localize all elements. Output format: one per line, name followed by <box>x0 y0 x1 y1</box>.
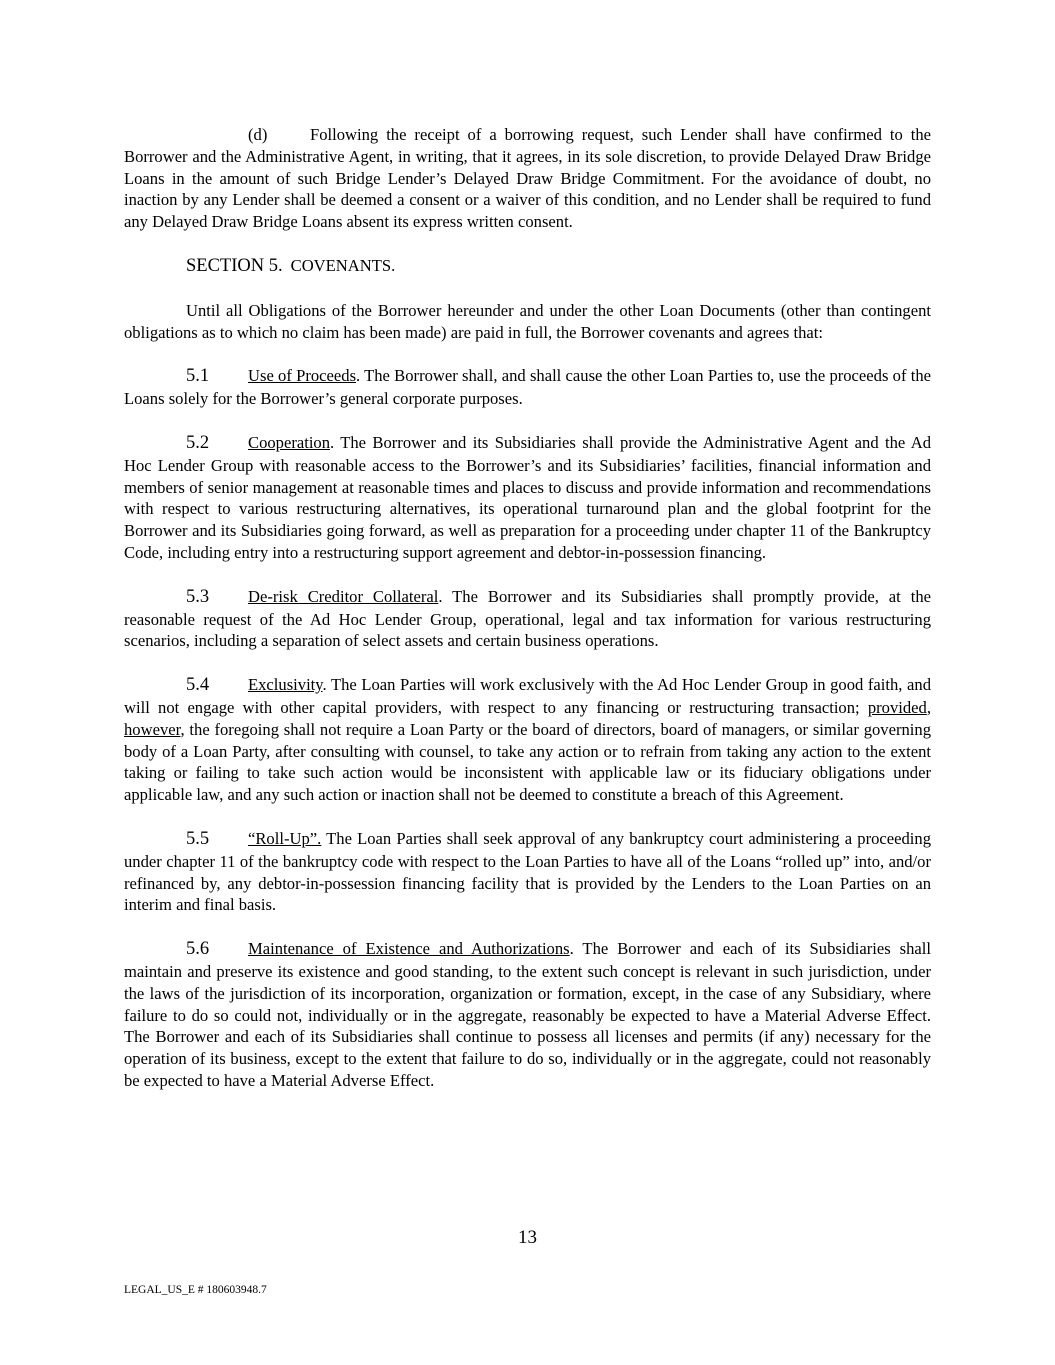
covenant-text-after: , the foregoing shall not require a Loan Party or the board of directors, board of managers, or similar governing body of a Loan Party, after consulting with counsel, to take any action or to refrain from taking any action to the extent taking or failing to take such action would be inconsistent with applicable law or its fiduciary obligations under applicable law, and any such action or inaction shall not be deemed to constitute a breach of this Agreement. <box>124 719 931 805</box>
comma: , <box>926 697 931 717</box>
covenant-5-3 <box>124 586 931 652</box>
covenant-heading: Use of Proceeds <box>248 366 357 386</box>
covenant-text: . The Borrower and each of its Subsidiaries shall maintain and preserve its existence and good standing, to the extent such concept is relevant in such jurisdiction, under the laws of the jurisdiction of its incorporation, organization or formation, except, in the case of any Subsidiary, where failure to do so could not, individually or in the aggregate, reasonably be expected to have a Material Adverse Effect. The Borrower and each of its Subsidiaries shall continue to possess all licenses and permits (if any) necessary for the operation of its business, except to the extent that failure to do so, individually or in the aggregate, could not reasonably be expected to have a Material Adverse Effect. <box>124 939 931 1090</box>
covenant-heading: De-risk Creditor Collateral <box>248 586 439 606</box>
intro-paragraph: Until all Obligations of the Borrower hereunder and under the other Loan Documents (other than contingent obligations as to which no claim has been made) are paid in full, the Borrower covenants and agrees that: <box>124 300 931 342</box>
covenant-number: 5.2 <box>186 432 210 453</box>
paragraph-d-text: Following the receipt of a borrowing request, such Lender shall have confirmed to the Borrower and the Administrative Agent, in writing, that it agrees, in its sole discretion, to provide Delayed Draw Bridge Loans in the amount of such Bridge Lender’s Delayed Draw Bridge Commitment. For the avoidance of doubt, no inaction by any Lender shall be deemed a consent or a waiver of this condition, and no Lender shall be required to fund any Delayed Draw Bridge Loans absent its express written consent. <box>124 125 931 232</box>
document-page <box>124 124 931 1114</box>
covenant-text: The Loan Parties shall seek approval of any bankruptcy court administering a proceeding under chapter 11 of the bankruptcy code with respect to the Loan Parties to have all of the Loans “rolled up” into, and/or refinanced by, any debtor-in-possession financing facility that is provided by the Lenders to the Loan Parties on an interim and final basis. <box>124 828 931 915</box>
covenant-heading: Maintenance of Existence and Authorizations <box>248 939 570 959</box>
covenant-5-6 <box>124 938 931 1092</box>
covenant-heading: “Roll-Up”. <box>248 828 322 848</box>
section-label: SECTION 5. <box>186 255 283 276</box>
covenant-5-5 <box>124 828 931 916</box>
covenant-number: 5.5 <box>186 828 210 849</box>
covenant-5-4 <box>124 674 931 806</box>
covenant-number: 5.6 <box>186 939 210 960</box>
section-title: COVENANTS. <box>290 255 396 275</box>
covenant-text: . The Borrower shall, and shall cause the other Loan Parties to, use the proceeds of the Loans solely for the Borrower’s general corporate purposes. <box>124 366 931 409</box>
however-term: however <box>124 719 181 739</box>
covenant-heading: Cooperation <box>248 432 331 452</box>
document-id-footer: LEGAL_US_E # 180603948.7 <box>124 1284 267 1296</box>
provided-term: provided <box>867 697 927 717</box>
page-number: 13 <box>518 1227 537 1248</box>
covenant-5-1 <box>124 365 931 410</box>
covenant-text-before: . The Loan Parties will work exclusively with the Ad Hoc Lender Group in good faith, and will not engage with other capital providers, with respect to any financing or restructuring transaction; <box>124 675 931 717</box>
paragraph-d-number: (d) <box>248 125 268 144</box>
section-heading <box>124 255 931 278</box>
covenant-heading: Exclusivity <box>248 675 323 695</box>
covenant-text: . The Borrower and its Subsidiaries shall provide the Administrative Agent and the Ad Hoc Lender Group with reasonable access to the Borrower’s and its Subsidiaries’ facilities, financial information and members of senior management at reasonable times and places to discuss and provide information and recommendations with respect to various restructuring alternatives, its operational turnaround plan and the global footprint for the Borrower and its Subsidiaries going forward, as well as preparation for a proceeding under chapter 11 of the Bankruptcy Code, including entry into a restructuring support agreement and debtor-in-possession financing. <box>124 432 931 562</box>
covenant-number: 5.3 <box>186 586 210 607</box>
covenant-5-2 <box>124 432 931 564</box>
covenant-text: . The Borrower and its Subsidiaries shall promptly provide, at the reasonable request of the Ad Hoc Lender Group, operational, legal and tax information for various restructuring scenarios, including a separation of select assets and certain business operations. <box>124 586 931 651</box>
covenant-number: 5.1 <box>186 366 210 387</box>
paragraph-d <box>124 124 931 233</box>
covenant-number: 5.4 <box>186 675 210 696</box>
